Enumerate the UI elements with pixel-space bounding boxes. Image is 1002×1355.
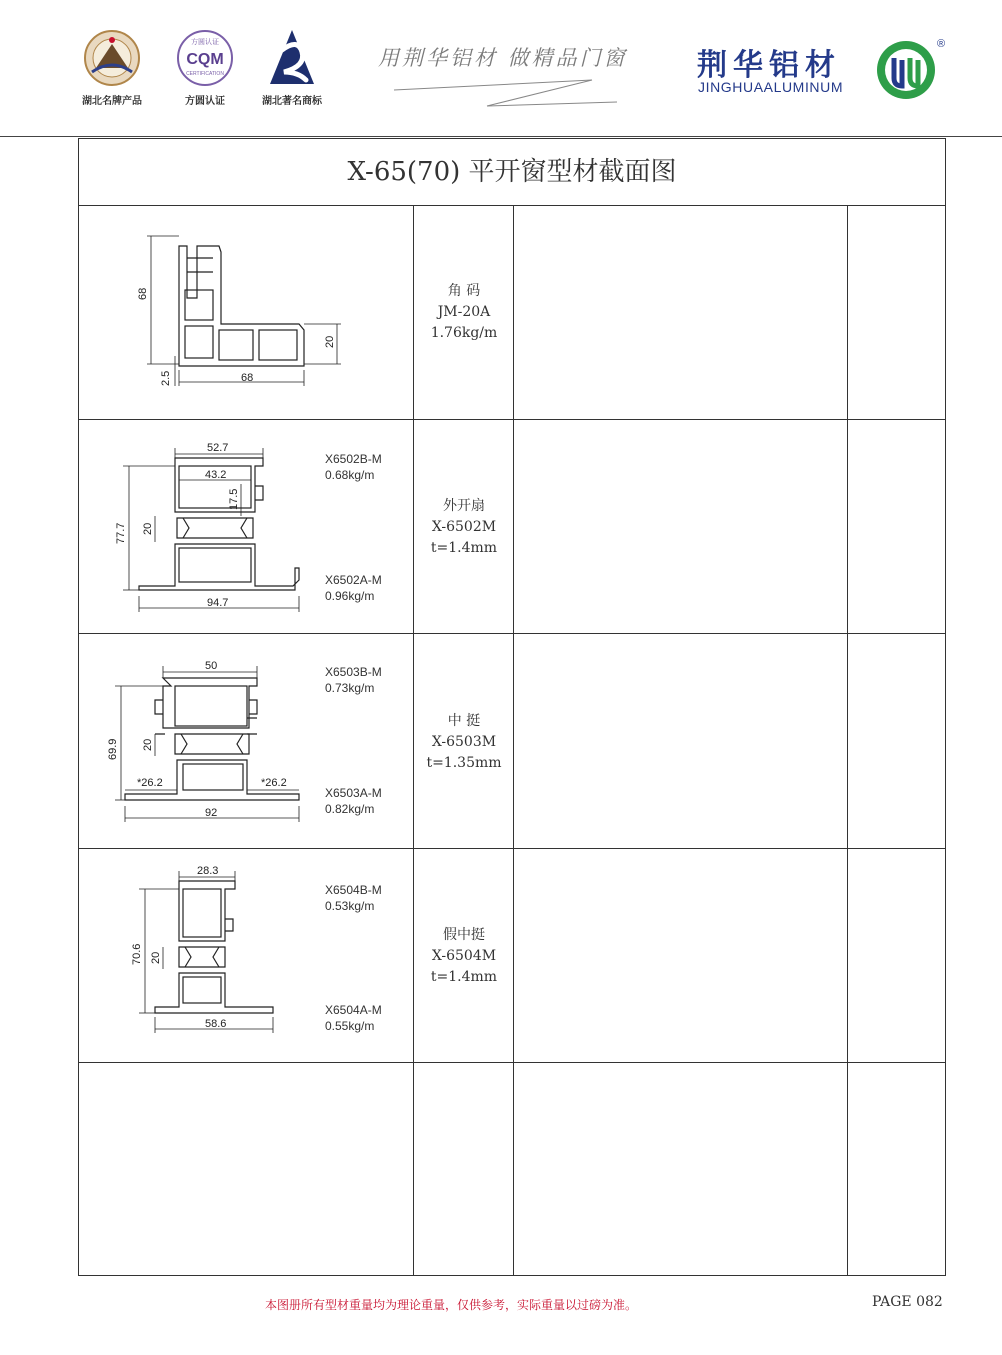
header-divider <box>0 136 1002 137</box>
cert-hubei-trademark <box>252 28 332 107</box>
dim-height: 68 <box>137 287 149 300</box>
row2-drawing <box>79 420 414 633</box>
row3-drawing <box>79 634 414 847</box>
dim-width: 92 <box>205 807 218 819</box>
brand-name-cn: 荆华铝材 <box>697 48 841 83</box>
profile-drawing-jm20a <box>79 206 414 419</box>
profile-name: 外开扇 <box>443 498 485 514</box>
profile-code: X-6503M <box>431 734 497 750</box>
cert-cqm <box>165 28 245 107</box>
profile-label-a <box>325 785 382 817</box>
profile-code: JM-20A <box>437 304 491 320</box>
dim-height: 69.9 <box>107 738 119 760</box>
profile-code: X6502A-M <box>325 573 382 587</box>
jinghua-logo-icon <box>874 36 940 102</box>
svg-text:方圆认证: 方圆认证 <box>191 38 219 46</box>
profile-weight: 0.55kg/m <box>325 1019 375 1033</box>
row1-drawing <box>79 206 414 419</box>
profile-spec: 1.76kg/m <box>430 325 498 341</box>
profile-name: 角 码 <box>447 283 481 299</box>
cqm-logo-icon <box>175 28 235 88</box>
profile-weight: 0.68kg/m <box>325 468 375 482</box>
dim-mid: 20 <box>142 522 154 535</box>
dim-mid: 20 <box>150 951 162 964</box>
profile-name: 假中挺 <box>443 927 485 943</box>
dim-right: *26.2 <box>261 777 287 789</box>
weight-disclaimer: 本图册所有型材重量均为理论重量，仅供参考，实际重量以过磅为准。 <box>265 1298 638 1312</box>
profile-code: X6504B-M <box>325 883 382 897</box>
dim-mid: 20 <box>142 738 154 751</box>
profile-weight: 0.96kg/m <box>325 589 375 603</box>
profile-code: X6503A-M <box>325 786 382 800</box>
profile-name: 中 挺 <box>447 713 481 729</box>
cert-label-hubei-trademark: 湖北著名商标 <box>262 96 322 107</box>
hubei-trademark-icon <box>262 28 322 88</box>
cert-hubei-brand <box>72 28 152 107</box>
profile-label-a <box>325 572 382 604</box>
svg-text:CERTIFICATION: CERTIFICATION <box>186 71 224 77</box>
dim-height: 70.6 <box>131 943 143 965</box>
profile-code: X6502B-M <box>325 452 382 466</box>
profile-spec: t=1.4mm <box>430 540 498 556</box>
dim-top: 50 <box>205 660 218 672</box>
brand-name-en: JINGHUAALUMINUM <box>698 79 844 95</box>
dim-top: 52.7 <box>207 442 229 454</box>
row3-info <box>414 711 514 774</box>
profile-code: X6504A-M <box>325 1003 382 1017</box>
profile-spec: t=1.35mm <box>426 755 502 771</box>
registered-mark: ® <box>937 38 946 50</box>
hubei-brand-emblem-icon <box>82 28 142 88</box>
cert-label-cqm: 方圆认证 <box>185 96 225 107</box>
profile-code: X-6502M <box>431 519 497 535</box>
profile-weight: 0.73kg/m <box>325 681 375 695</box>
profile-code: X-6504M <box>431 948 497 964</box>
cert-label-hubei-brand: 湖北名牌产品 <box>82 96 142 107</box>
dim-width: 94.7 <box>207 597 229 609</box>
row5-empty <box>79 1063 414 1276</box>
dim-inner: 43.2 <box>205 469 227 481</box>
profile-label-b <box>325 451 382 483</box>
profile-code: X6503B-M <box>325 665 382 679</box>
dim-width: 58.6 <box>205 1018 227 1030</box>
section-table <box>78 138 946 1276</box>
row4-drawing <box>79 849 414 1062</box>
dim-small: 20 <box>324 335 336 348</box>
dim-left: *26.2 <box>137 777 163 789</box>
slogan-swoosh-decoration <box>392 76 622 112</box>
dim-height: 77.7 <box>115 522 127 544</box>
dim-gap: 17.5 <box>228 488 240 510</box>
col-divider <box>847 205 848 1275</box>
profile-spec: t=1.4mm <box>430 969 498 985</box>
page-number: PAGE 082 <box>872 1294 943 1310</box>
profile-label-b <box>325 882 382 914</box>
profile-weight: 0.82kg/m <box>325 802 375 816</box>
slogan: 用荆华铝材 做精品门窗 <box>378 46 628 70</box>
row2-info <box>414 496 514 559</box>
dim-thick: 2.5 <box>160 370 172 386</box>
profile-label-b <box>325 664 382 696</box>
row4-info <box>414 925 514 988</box>
row1-info <box>414 281 514 344</box>
svg-text:CQM: CQM <box>186 51 224 68</box>
profile-weight: 0.53kg/m <box>325 899 375 913</box>
profile-label-a <box>325 1002 382 1034</box>
dim-top: 28.3 <box>197 865 219 877</box>
page-title: X-65(70) 平开窗型材截面图 <box>79 139 945 206</box>
dim-width: 68 <box>241 372 254 384</box>
